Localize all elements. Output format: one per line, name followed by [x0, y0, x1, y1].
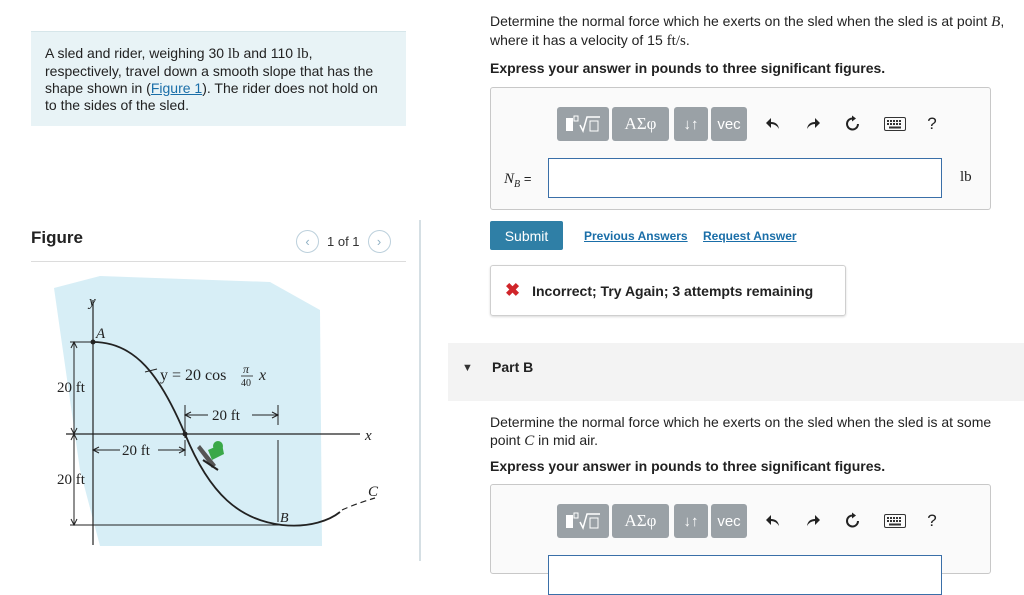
- problem-text: and 110: [239, 45, 297, 61]
- point-c-label: C: [368, 484, 379, 500]
- dim-label: 20 ft: [57, 472, 85, 488]
- submit-button[interactable]: Submit: [490, 221, 563, 250]
- answer-panel-a: [490, 87, 991, 210]
- reset-icon[interactable]: [833, 504, 873, 538]
- problem-statement: [31, 31, 406, 126]
- problem-text: , respectively, travel down a smooth slope that has the shape shown in (: [45, 45, 374, 96]
- y-axis-label: y: [89, 294, 96, 310]
- dim-label: 20 ft: [57, 380, 85, 396]
- figure-shade: [54, 276, 322, 546]
- answer-input-b[interactable]: [548, 555, 942, 595]
- part-b-title[interactable]: Part B: [492, 359, 534, 375]
- part-b-instruction: Express your answer in pounds to three significant figures.: [490, 458, 886, 474]
- chevron-right-icon[interactable]: ›: [368, 230, 391, 253]
- equation-x: x: [259, 367, 267, 384]
- part-b-question: [490, 413, 1020, 450]
- undo-icon[interactable]: [753, 107, 793, 141]
- pager-count: 1 of 1: [327, 233, 360, 249]
- variable-subscript: B: [514, 179, 521, 190]
- vec-button[interactable]: vec: [711, 107, 747, 141]
- part-b-header[interactable]: [448, 343, 1024, 401]
- variable-n: N: [504, 171, 515, 187]
- incorrect-x-icon: ✖: [505, 280, 521, 300]
- request-answer-link[interactable]: Request Answer: [703, 229, 797, 243]
- templates-icon[interactable]: [557, 504, 609, 538]
- equation-text: y = 20 cos: [160, 367, 227, 384]
- question-text: , where it has a velocity of 15: [490, 13, 1005, 48]
- problem-text: A sled and rider, weighing 30: [45, 45, 228, 61]
- point-label: C: [524, 433, 535, 449]
- equation-pi: π: [243, 362, 250, 376]
- unit-label: lb: [960, 169, 972, 185]
- question-text: Determine the normal force which he exerts on the sled when the sled is at some point: [490, 414, 992, 448]
- math-toolbar: [557, 504, 947, 538]
- point-a-label: A: [96, 326, 106, 342]
- arrows-button[interactable]: ↓↑: [674, 504, 708, 538]
- question-text: Determine the normal force which he exerts on the sled when the sled is at point: [490, 13, 992, 29]
- dim-label: 20 ft: [212, 408, 240, 424]
- help-button[interactable]: ?: [927, 511, 937, 530]
- undo-icon[interactable]: [753, 504, 793, 538]
- unit-lb: lb: [296, 46, 309, 62]
- greek-symbols-button[interactable]: ΑΣφ: [612, 504, 669, 538]
- templates-icon[interactable]: [557, 107, 609, 141]
- keyboard-icon[interactable]: [873, 504, 917, 538]
- part-a-question: [490, 12, 1010, 50]
- figure-title: Figure: [31, 228, 83, 247]
- help-button[interactable]: ?: [927, 114, 937, 133]
- x-axis-label: x: [365, 428, 372, 444]
- redo-icon[interactable]: [793, 107, 833, 141]
- unit-lb: lb: [227, 46, 240, 62]
- dim-label: 20 ft: [122, 443, 150, 459]
- column-divider: [419, 220, 421, 561]
- answer-input[interactable]: [548, 158, 942, 198]
- feedback-box: [490, 265, 846, 316]
- question-text: in mid air.: [534, 432, 599, 448]
- arrows-button[interactable]: ↓↑: [674, 107, 708, 141]
- keyboard-icon[interactable]: [873, 107, 917, 141]
- figure-divider: [31, 261, 406, 262]
- figure-pager: [296, 230, 391, 252]
- velocity-unit: ft/s: [666, 33, 686, 49]
- chevron-left-icon[interactable]: ‹: [296, 230, 319, 253]
- figure-link[interactable]: Figure 1: [150, 80, 203, 96]
- vec-button[interactable]: vec: [711, 504, 747, 538]
- redo-icon[interactable]: [793, 504, 833, 538]
- variable-label: [504, 171, 531, 190]
- greek-symbols-button[interactable]: ΑΣφ: [612, 107, 669, 141]
- reset-icon[interactable]: [833, 107, 873, 141]
- feedback-text: Incorrect; Try Again; 3 attempts remaining: [532, 282, 814, 299]
- previous-answers-link[interactable]: Previous Answers: [584, 229, 688, 243]
- point-label: B: [991, 14, 1001, 30]
- equals-sign: =: [523, 171, 532, 186]
- problem-text: ). The rider does not hold on to the sides of the sled.: [45, 80, 378, 113]
- equation-forty: 40: [241, 378, 251, 389]
- math-toolbar: [557, 107, 947, 141]
- question-text: .: [685, 32, 690, 48]
- point-b-label: B: [280, 511, 289, 526]
- sled-slope-diagram: [40, 270, 420, 561]
- caret-down-icon[interactable]: ▼: [462, 362, 473, 374]
- left-column: [0, 0, 420, 561]
- part-a-instruction: Express your answer in pounds to three significant figures.: [490, 60, 886, 76]
